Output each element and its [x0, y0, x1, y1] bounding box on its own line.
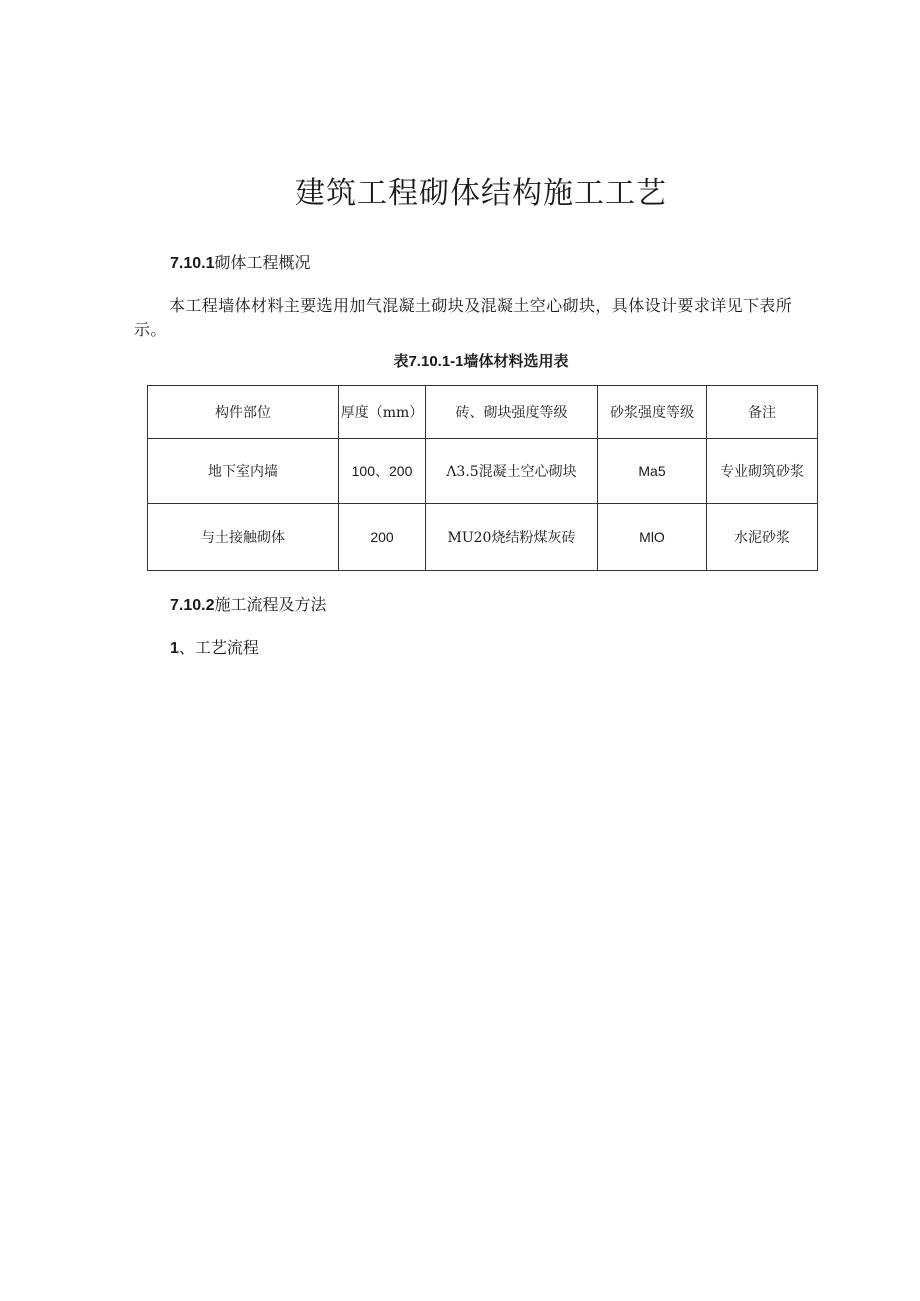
section-number: 1: [170, 640, 179, 657]
table-header-row: [148, 386, 818, 439]
section-text: 施工流程及方法: [214, 595, 327, 614]
header-cell-component: 构件部位: [148, 386, 339, 439]
table-row: [148, 439, 818, 504]
header-cell-block-strength: 砖、砌块强度等级: [426, 386, 598, 439]
table-cell: 专业砌筑砂浆: [707, 439, 818, 504]
table-cell: 100、200: [339, 439, 426, 504]
header-cell-remarks: 备注: [707, 386, 818, 439]
section-number: 7.10.1: [170, 255, 215, 272]
intro-paragraph: 本工程墙体材料主要选用加气混凝土砌块及混凝土空心砌块，具体设计要求详见下表所示。: [134, 296, 793, 339]
section-heading-7-10-2: [170, 595, 327, 616]
table-cell: 地下室内墙: [148, 439, 339, 504]
table-cell: MU20烧结粉煤灰砖: [426, 504, 598, 571]
section-number: 7.10.2: [170, 597, 215, 614]
section-heading-process-flow: [170, 638, 259, 659]
section-text: 砌体工程概况: [214, 253, 311, 272]
table-cell: Ma5: [598, 439, 707, 504]
header-cell-thickness: 厚度（mm）: [339, 386, 426, 439]
table-caption: 表7.10.1-1墙体材料选用表: [393, 353, 569, 370]
table-cell: MlO: [598, 504, 707, 571]
section-heading-7-10-1: [170, 253, 311, 274]
wall-materials-table: [147, 385, 818, 571]
document-title: 建筑工程砌体结构施工工艺: [295, 176, 667, 211]
table-cell: 与土接触砌体: [148, 504, 339, 571]
header-cell-mortar-strength: 砂浆强度等级: [598, 386, 707, 439]
table-row: [148, 504, 818, 571]
table-cell: 水泥砂浆: [707, 504, 818, 571]
table-cell: Λ3.5混凝土空心砌块: [426, 439, 598, 504]
table-cell: 200: [339, 504, 426, 571]
section-text: 、工艺流程: [178, 638, 259, 657]
